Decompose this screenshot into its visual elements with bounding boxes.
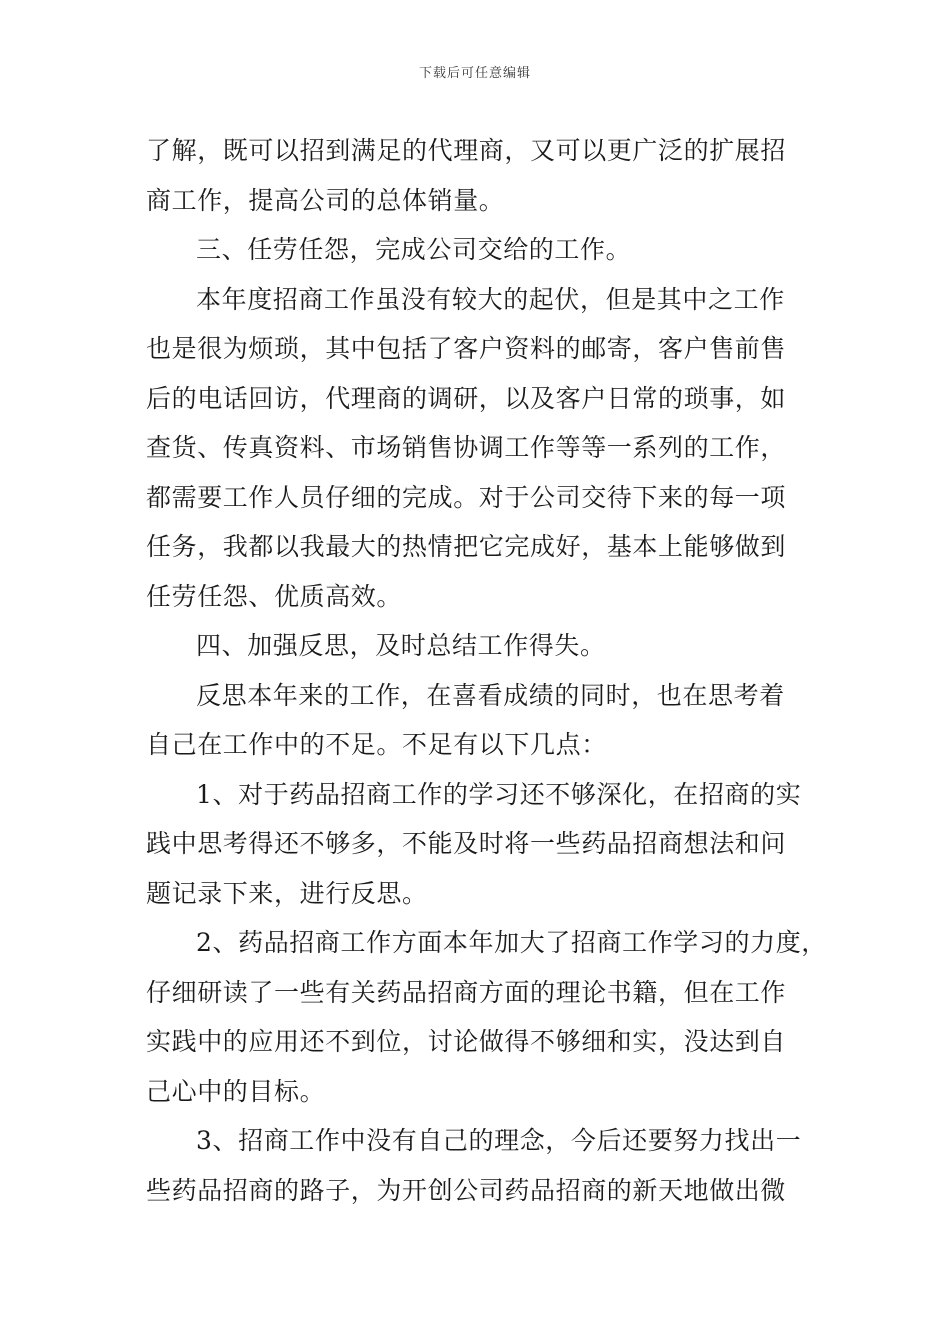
- text-line: 反思本年来的工作，在喜看成绩的同时，也在思考着: [196, 680, 785, 710]
- section-heading: 三、任劳任怨，完成公司交给的工作。: [196, 235, 632, 264]
- text-line: 任务，我都以我最大的热情把它完成好，基本上能够做到: [146, 532, 787, 561]
- text-line: 己心中的目标。: [146, 1076, 326, 1106]
- list-item-2: 2、药品招商工作方面本年加大了招商工作学习的力度，: [196, 928, 827, 957]
- text-line: 自己在工作中的不足。不足有以下几点：: [146, 730, 607, 759]
- text-line: 本年度招商工作虽没有较大的起伏，但是其中之工作: [196, 284, 785, 314]
- text-line: 任劳任怨、优质高效。: [146, 581, 403, 611]
- text-line: 了解，既可以招到满足的代理商，又可以更广泛的扩展招: [146, 136, 787, 165]
- text-line: 些药品招商的路子，为开创公司药品招商的新天地做出微: [146, 1175, 787, 1205]
- document-body: [146, 126, 827, 1215]
- text-line: 仔细研读了一些有关药品招商方面的理论书籍，但在工作: [146, 977, 787, 1007]
- text-line: 题记录下来，进行反思。: [146, 878, 428, 908]
- text-line: 商工作，提高公司的总体销量。: [146, 185, 505, 215]
- text-line: 践中思考得还不够多，不能及时将一些药品招商想法和问: [146, 829, 787, 858]
- text-line: 查货、传真资料、市场销售协调工作等等一系列的工作，: [146, 433, 787, 462]
- section-heading: 四、加强反思，及时总结工作得失。: [196, 631, 606, 660]
- text-line: 也是很为烦琐，其中包括了客户资料的邮寄，客户售前售: [146, 334, 787, 363]
- text-line: 后的电话回访，代理商的调研，以及客户日常的琐事，如: [146, 383, 787, 413]
- text-line: 实践中的应用还不到位，讨论做得不够细和实，没达到自: [146, 1027, 787, 1056]
- text-line: 都需要工作人员仔细的完成。对于公司交待下来的每一项: [146, 482, 787, 512]
- list-item-1: 1、对于药品招商工作的学习还不够深化，在招商的实: [196, 779, 802, 809]
- page-header: 下载后可任意编辑: [418, 66, 531, 81]
- list-item-3: 3、招商工作中没有自己的理念，今后还要努力找出一: [196, 1126, 802, 1155]
